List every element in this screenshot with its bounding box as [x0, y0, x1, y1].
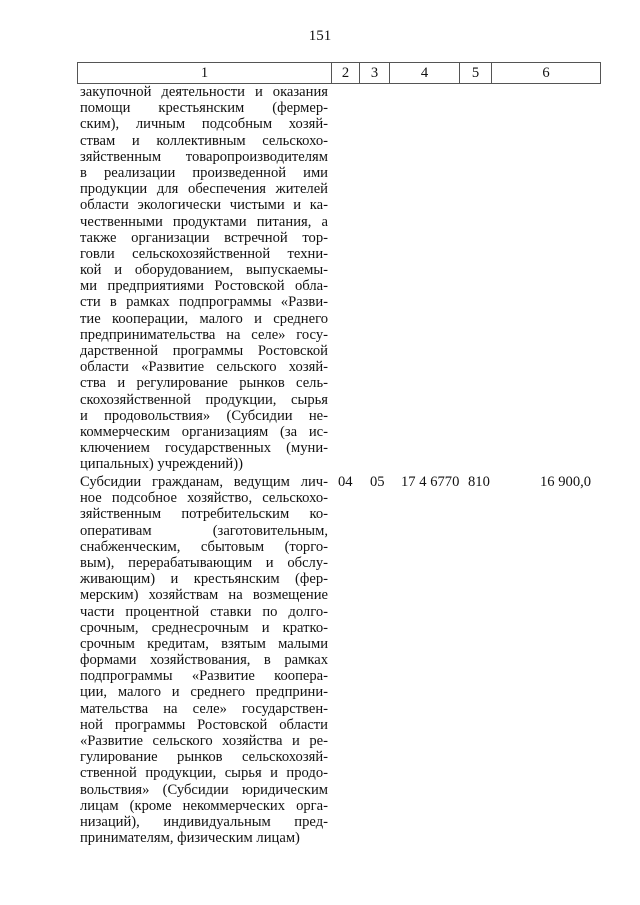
text-line: ное подсобное хозяйство, сельскохо-: [80, 490, 328, 507]
text-line: формами хозяйствования, в рамках: [80, 652, 328, 669]
text-line: ским), личным подсобным хозяй-: [80, 116, 328, 133]
text-line: вольствия» (Субсидии юридическим: [80, 781, 328, 798]
header-col-5: 5: [460, 63, 492, 84]
text-line: Субсидии гражданам, ведущим лич-: [80, 474, 328, 490]
text-line: живающим) и крестьянским (фер-: [80, 571, 328, 588]
text-line: ной программы Ростовской области: [80, 716, 328, 733]
text-line: гулирование рынков сельскохозяй-: [80, 749, 328, 766]
page-number: 151: [308, 28, 332, 44]
text-line: ства и регулирование рынков сель-: [80, 375, 328, 392]
table-header: [77, 62, 601, 84]
text-line: срочным кредитам, взятым малыми: [80, 635, 328, 652]
text-line: в реализации произведенной ими: [80, 164, 328, 181]
text-line: вым), перерабатывающим и обслу-: [80, 554, 328, 571]
header-col-2: 2: [332, 63, 360, 84]
text-line: чественными продуктами питания, а: [80, 213, 328, 230]
text-line: ципальных) учреждений)): [80, 456, 243, 473]
text-line: сти в рамках подпрограммы «Разви-: [80, 294, 328, 311]
header-col-4: 4: [390, 63, 460, 84]
subsection-code: 05: [370, 474, 385, 490]
row-2-description: [80, 474, 328, 846]
target-article-code: 17 4 6770: [401, 474, 460, 490]
text-line: ключением государственных (муни-: [80, 440, 328, 457]
header-col-6: 6: [492, 63, 601, 84]
text-line: области «Развитие сельского хозяй-: [80, 359, 328, 376]
header-col-3: 3: [360, 63, 390, 84]
row-1-description: [80, 84, 328, 473]
text-line: мерским) хозяйствам на возмещение: [80, 587, 328, 604]
text-line: тие кооперации, малого и среднего: [80, 310, 328, 327]
text-line: коммерческим организациям (за ис-: [80, 423, 328, 440]
text-line: лицам (кроме некоммерческих орга-: [80, 797, 328, 814]
text-line: подпрограммы «Развитие коопера-: [80, 668, 328, 685]
text-line: «Развитие сельского хозяйства и ре-: [80, 733, 328, 749]
text-line: зяйственным товаропроизводителям: [80, 148, 328, 165]
text-line: ственной продукции, сырья и продо-: [80, 765, 328, 782]
text-line: ствам и коллективным сельскохо-: [80, 132, 328, 149]
text-line: продукции для обеспечения жителей: [80, 181, 328, 198]
text-line: ции, малого и среднего предприни-: [80, 684, 328, 701]
text-line: также организации встречной тор-: [80, 229, 328, 246]
text-line: низаций), индивидуальным пред-: [80, 813, 328, 830]
text-line: дарственной программы Ростовской: [80, 343, 328, 359]
text-line: принимателям, физическим лицам): [80, 830, 300, 847]
expense-type-code: 810: [468, 474, 490, 490]
header-col-1: 1: [78, 63, 332, 84]
text-line: кой и оборудованием, выпускаемы-: [80, 262, 328, 279]
text-line: части процентной ставки по долго-: [80, 603, 328, 620]
text-line: оперативам (заготовительным,: [80, 522, 328, 539]
text-line: говли сельскохозяйственной техни-: [80, 245, 328, 262]
text-line: помощи крестьянским (фермер-: [80, 100, 328, 117]
text-line: снабженческим, сбытовым (торго-: [80, 538, 328, 555]
text-line: закупочной деятельности и оказания: [80, 84, 328, 100]
text-line: ми предприятиями Ростовской обла-: [80, 278, 328, 295]
section-code: 04: [338, 474, 353, 490]
text-line: мательства на селе» государствен-: [80, 700, 328, 717]
text-line: зяйственным потребительским ко-: [80, 506, 328, 523]
text-line: срочным, среднесрочным и кратко-: [80, 619, 328, 636]
text-line: предпринимательства на селе» госу-: [80, 326, 328, 343]
amount: 16 900,0: [540, 474, 592, 490]
text-line: и продовольствия» (Субсидии не-: [80, 407, 328, 424]
text-line: скохозяйственной продукции, сырья: [80, 391, 328, 408]
text-line: области экологически чистыми и ка-: [80, 197, 328, 214]
